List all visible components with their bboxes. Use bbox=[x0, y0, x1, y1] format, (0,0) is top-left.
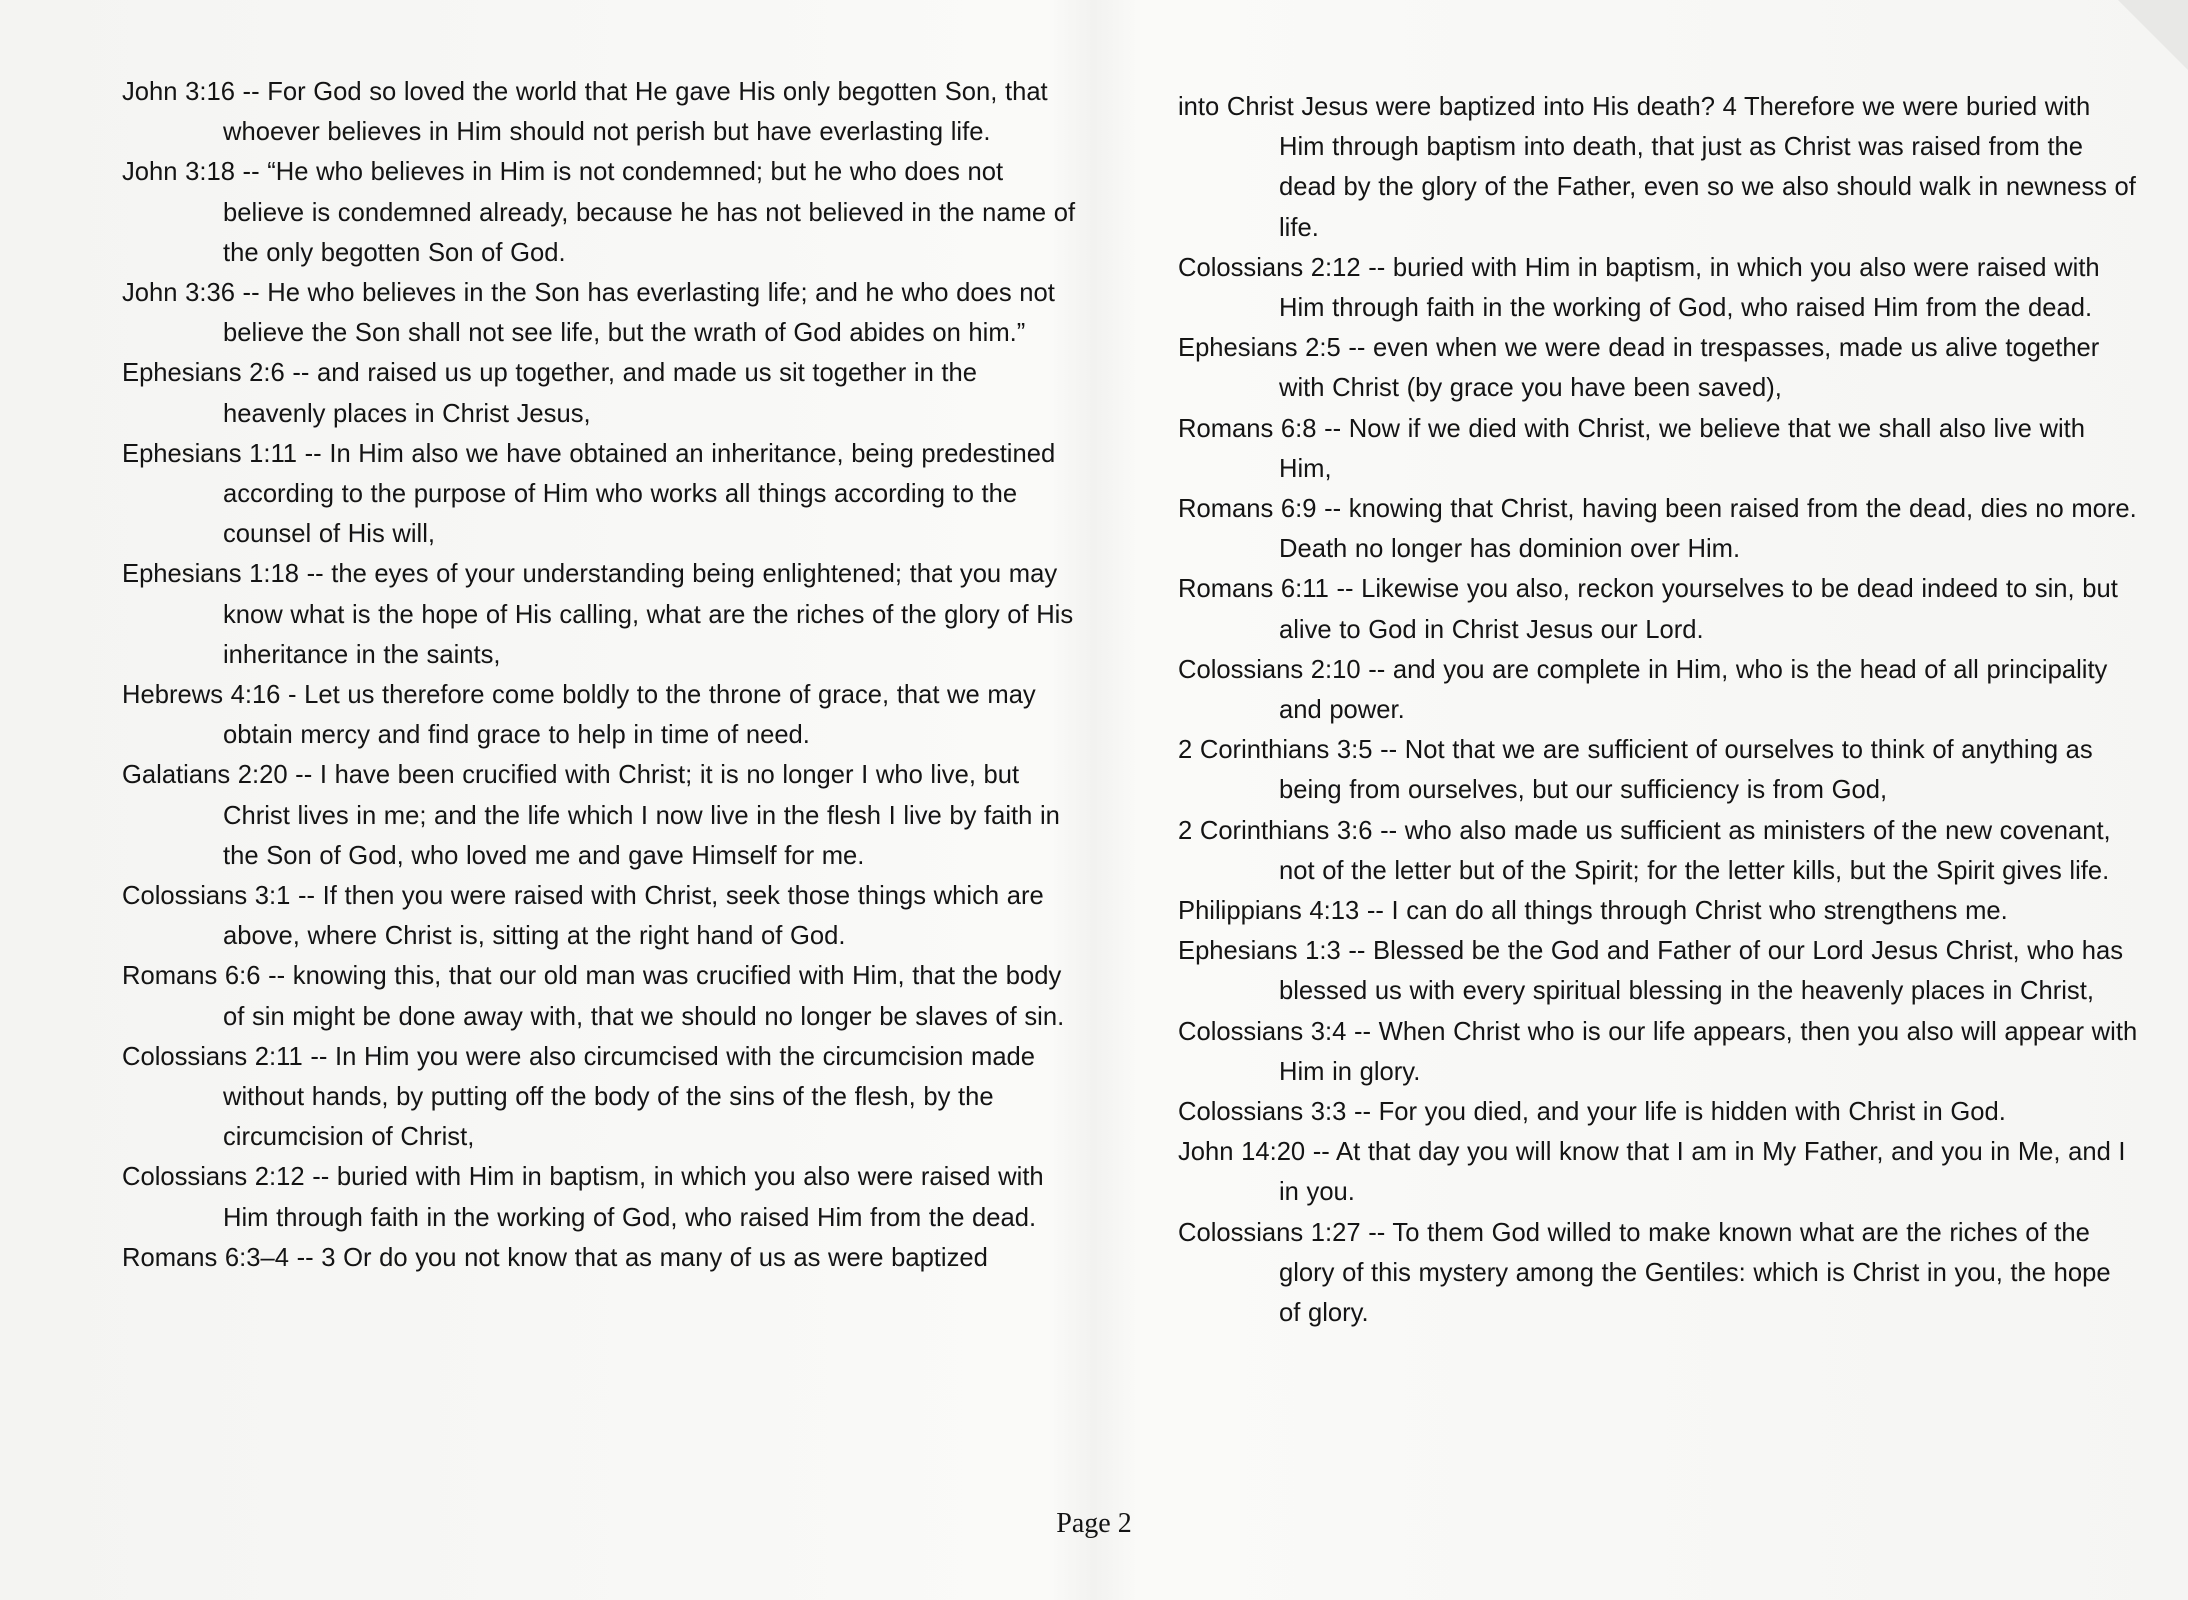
verse-reference: Romans 6:8 bbox=[1178, 414, 1317, 443]
verse-separator: -- bbox=[1359, 897, 1392, 926]
verse-entry bbox=[1178, 730, 2138, 810]
verse-separator: -- bbox=[1316, 414, 1349, 443]
verse-separator: - bbox=[280, 681, 305, 710]
verse-entry bbox=[1178, 87, 2138, 248]
verse-separator: -- bbox=[1316, 495, 1349, 524]
left-column bbox=[122, 72, 1082, 1278]
verse-reference: Hebrews 4:16 bbox=[122, 681, 281, 710]
verse-text: 3 Or do you not know that as many of us as were baptized bbox=[321, 1243, 988, 1272]
verse-text: and you are complete in Him, who is the head of all principality and power. bbox=[1279, 655, 2108, 725]
verse-text: Let us therefore come boldly to the throne of grace, that we may obtain mercy and find grace to help in time of need. bbox=[223, 681, 1036, 750]
verse-separator: -- bbox=[1360, 1218, 1393, 1247]
verse-entry bbox=[1178, 1012, 2138, 1092]
verse-separator: -- bbox=[1360, 253, 1393, 282]
verse-text: In Him you were also circumcised with the circumcision made without hands, by putting off the body of the sins of the flesh, by the circumcision of Christ, bbox=[223, 1042, 1036, 1152]
verse-entry bbox=[1178, 1132, 2138, 1212]
verse-entry bbox=[122, 1157, 1082, 1237]
verse-text: even when we were dead in trespasses, made us alive together with Christ (by grace you have been saved), bbox=[1279, 334, 2100, 403]
verse-entry bbox=[122, 72, 1082, 152]
verse-reference: Ephesians 1:18 bbox=[122, 560, 299, 589]
verse-separator: -- bbox=[1346, 1098, 1379, 1127]
verse-separator: -- bbox=[1340, 937, 1373, 966]
verse-entry bbox=[1178, 1092, 2138, 1132]
verse-reference: Philippians 4:13 bbox=[1178, 897, 1360, 926]
verse-entry bbox=[1178, 489, 2138, 569]
verse-text: buried with Him in baptism, in which you also were raised with Him through faith in the working of God, who raised Him from the dead. bbox=[1279, 253, 2100, 323]
verse-entry bbox=[122, 956, 1082, 1036]
verse-text: the eyes of your understanding being enlightened; that you may know what is the hope of His calling, what are the riches of the glory of His inheritance in the saints, bbox=[223, 560, 1074, 669]
verse-separator: -- bbox=[287, 761, 320, 790]
verse-text: Likewise you also, reckon yourselves to be dead indeed to sin, but alive to God in Christ Jesus our Lord. bbox=[1279, 575, 2118, 644]
verse-separator: -- bbox=[1372, 736, 1405, 765]
verse-reference: Romans 6:9 bbox=[1178, 495, 1317, 524]
verse-entry bbox=[1178, 891, 2138, 931]
verse-text: At that day you will know that I am in My Father, and you in Me, and I in you. bbox=[1279, 1138, 2126, 1207]
verse-reference: Colossians 2:10 bbox=[1178, 655, 1361, 684]
verse-separator: -- bbox=[1340, 334, 1373, 363]
verse-entry bbox=[122, 1238, 1082, 1278]
verse-reference: Ephesians 1:11 bbox=[122, 439, 298, 468]
verse-text: If then you were raised with Christ, seek those things which are above, where Christ is, sitting at the right hand of God. bbox=[223, 882, 1044, 951]
verse-reference: John 3:36 bbox=[122, 279, 235, 308]
verse-text: Now if we died with Christ, we believe that we shall also live with Him, bbox=[1279, 414, 2086, 483]
verse-entry bbox=[122, 152, 1082, 273]
verse-entry bbox=[122, 434, 1082, 555]
verse-entry bbox=[1178, 1213, 2138, 1334]
folded-corner bbox=[2118, 0, 2188, 70]
verse-separator: -- bbox=[290, 882, 323, 911]
page-number: Page 2 bbox=[1056, 1508, 1132, 1539]
verse-separator: -- bbox=[302, 1042, 335, 1071]
verse-reference: Colossians 2:11 bbox=[122, 1042, 303, 1071]
verse-reference: Galatians 2:20 bbox=[122, 761, 288, 790]
verse-separator: -- bbox=[284, 359, 317, 388]
verse-text: For you died, and your life is hidden with Christ in God. bbox=[1378, 1098, 2006, 1127]
verse-separator: -- bbox=[1305, 1138, 1337, 1167]
verse-separator: -- bbox=[234, 78, 268, 106]
verse-reference: John 14:20 bbox=[1178, 1138, 1306, 1167]
verse-reference: Romans 6:6 bbox=[122, 962, 261, 991]
verse-separator: -- bbox=[1346, 1017, 1379, 1046]
verse-text: Not that we are sufficient of ourselves to think of anything as being from ourselves, but our sufficiency is from God, bbox=[1279, 736, 2093, 805]
verse-entry bbox=[1178, 811, 2138, 891]
verse-entry bbox=[122, 554, 1082, 675]
verse-text: who also made us sufficient as ministers of the new covenant, not of the letter but of the Spirit; for the letter kills, but the Spirit gives life. bbox=[1279, 816, 2111, 885]
verse-text: To them God willed to make known what are the riches of the glory of this mystery among the Gentiles: which is Christ in you, the hope of glory. bbox=[1279, 1218, 2111, 1328]
verse-text: When Christ who is our life appears, then you also will appear with Him in glory. bbox=[1279, 1017, 2138, 1086]
verse-text: I have been crucified with Christ; it is no longer I who live, but Christ lives in me; and the life which I now live in the flesh I live by faith in the Son of God, who loved me and gave Himself for me. bbox=[223, 761, 1060, 870]
verse-reference: Romans 6:3–4 bbox=[122, 1243, 289, 1272]
verse-reference: Ephesians 1:3 bbox=[1178, 937, 1341, 966]
right-column bbox=[1178, 87, 2138, 1333]
verse-separator: -- bbox=[1372, 816, 1405, 845]
verse-reference: John 3:16 bbox=[122, 78, 235, 106]
verse-text: In Him also we have obtained an inheritance, being predestined according to the purpose of Him who works all things according to the counsel of His will, bbox=[223, 439, 1056, 549]
verse-text: knowing this, that our old man was crucified with Him, that the body of sin might be done away with, that we should no longer be slaves of sin. bbox=[223, 962, 1065, 1031]
verse-reference: 2 Corinthians 3:6 bbox=[1178, 816, 1373, 845]
verse-separator: -- bbox=[234, 158, 268, 187]
verse-separator: -- bbox=[298, 560, 332, 589]
verse-entry bbox=[1178, 650, 2138, 730]
verse-text: buried with Him in baptism, in which you also were raised with Him through faith in the working of God, who raised Him from the dead. bbox=[223, 1163, 1044, 1232]
verse-reference: John 3:18 bbox=[122, 158, 235, 187]
verse-entry bbox=[122, 353, 1082, 433]
verse-separator: -- bbox=[1360, 655, 1393, 684]
verse-separator: -- bbox=[297, 439, 330, 468]
verse-text: He who believes in the Son has everlasting life; and he who does not believe the Son shall not see life, but the wrath of God abides on him.” bbox=[223, 279, 1055, 348]
verse-entry bbox=[1178, 409, 2138, 489]
verse-reference: Colossians 1:27 bbox=[1178, 1218, 1361, 1247]
verse-reference: Romans 6:11 bbox=[1178, 575, 1329, 604]
verse-entry bbox=[122, 675, 1082, 755]
verse-entry bbox=[122, 273, 1082, 353]
verse-text: “He who believes in Him is not condemned; but he who does not believe is condemned already, because he has not believed in the name of the only begotten Son of God. bbox=[223, 158, 1076, 267]
verse-reference: Colossians 2:12 bbox=[122, 1163, 305, 1192]
verse-reference: Ephesians 2:6 bbox=[122, 359, 285, 388]
verse-reference: Colossians 3:1 bbox=[122, 882, 291, 911]
verse-reference: Colossians 2:12 bbox=[1178, 253, 1361, 282]
verse-reference: 2 Corinthians 3:5 bbox=[1178, 736, 1373, 765]
verse-entry bbox=[1178, 248, 2138, 328]
verse-entry bbox=[1178, 328, 2138, 408]
verse-reference: Colossians 3:4 bbox=[1178, 1017, 1347, 1046]
verse-entry bbox=[1178, 569, 2138, 649]
verse-separator: -- bbox=[260, 962, 293, 991]
verse-separator: -- bbox=[234, 279, 268, 308]
verse-entry bbox=[122, 1037, 1082, 1158]
verse-entry bbox=[122, 876, 1082, 956]
verse-text: Blessed be the God and Father of our Lord Jesus Christ, who has blessed us with every spiritual blessing in the heavenly places in Christ, bbox=[1279, 937, 2124, 1006]
verse-text: For God so loved the world that He gave His only begotten Son, that whoever believes in Him should not perish but have everlasting life. bbox=[223, 78, 1048, 147]
verse-entry bbox=[1178, 931, 2138, 1011]
verse-text: into Christ Jesus were baptized into His death? 4 Therefore we were buried with Him through baptism into death, that just as Christ was raised from the dead by the glory of the Father, even so we also should walk in newness of life. bbox=[1178, 93, 2136, 242]
verse-text: I can do all things through Christ who strengthens me. bbox=[1391, 897, 2008, 926]
verse-separator: -- bbox=[304, 1163, 337, 1192]
verse-separator: -- bbox=[288, 1243, 322, 1272]
verse-reference: Colossians 3:3 bbox=[1178, 1098, 1347, 1127]
verse-entry bbox=[122, 755, 1082, 876]
verse-reference: Ephesians 2:5 bbox=[1178, 334, 1341, 363]
verse-separator: -- bbox=[1328, 575, 1362, 604]
verse-text: and raised us up together, and made us sit together in the heavenly places in Christ Jesus, bbox=[223, 359, 978, 428]
verse-text: knowing that Christ, having been raised from the dead, dies no more. Death no longer has dominion over Him. bbox=[1279, 495, 2137, 564]
